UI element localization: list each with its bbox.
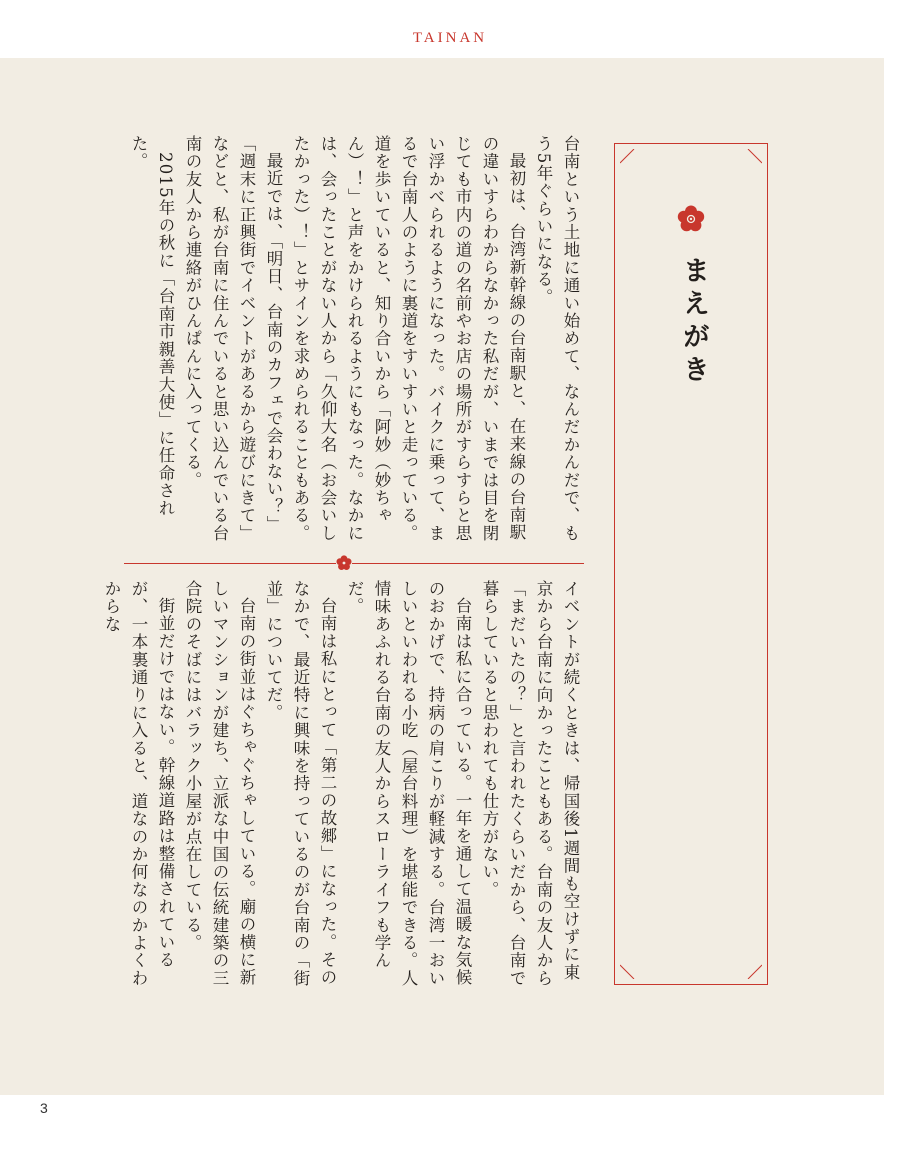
paragraph: イベントが続くときは、帰国後1週間も空けずに東京から台南に向かったこともある。台南の友人から「まだいたの？」と言われたくらいだから、台南で暮らしていると思われても仕方がない。 <box>480 580 580 988</box>
divider-line-right <box>352 563 584 564</box>
plum-blossom-icon <box>336 555 352 571</box>
paragraph: 最近では、「明日、台南のカフェで会わない？」「週末に正興街でイベントがあるから遊びにきて」などと、私が台南に住んでいると思い込んでいる台南の友人から連絡がひんぱんに入ってくる。 <box>183 135 283 543</box>
paragraph: 街並だけではない。幹線道路は整備されているが、一本裏通りに入ると、道なのか何なのかよくわからな <box>102 580 175 988</box>
section-title: まえがき <box>678 256 709 388</box>
paragraph: 台南の街並はぐちゃぐちゃしている。廟の横に新しいマンションが建ち、立派な中国の伝統建築の三合院のそばにはバラック小屋が点在している。 <box>183 580 256 988</box>
paragraph: 2015年の秋に「台南市親善大使」に任命された。 <box>129 135 175 517</box>
paragraph: 台南は私に合っている。一年を通して温暖な気候のおかげで、持病の肩こりが軽減する。台湾一おいしいといわれる小吃（屋台料理）を堪能できる。人情味あふれる台南の友人からスローライフも学んだ。 <box>345 580 472 988</box>
frame-corner-br <box>740 957 762 979</box>
frame-corner-bl <box>620 957 642 979</box>
paragraph: 最初は、台湾新幹線の台南駅と、在来線の台南駅の違いすらわからなかった私だが、いまでは目を閉じても市内の道の名前やお店の場所がすらすらと思い浮かべられるようになった。バイクに乗って、まるで台南人のように裏道をすいすいと走っている。道を歩いていると、知り合いから「阿妙（妙ちゃん）！」と声をかけられるようにもなった。なかには、会ったことがない人から「久仰大名（お会いしたかった）！」とサインを求められることもある。 <box>291 135 526 543</box>
page-number: 3 <box>40 1100 48 1116</box>
paragraph: 台南という土地に通い始めて、なんだかんだで、もう5年ぐらいになる。 <box>534 135 580 543</box>
body-text-lower <box>102 580 584 990</box>
frame-corner-tl <box>620 149 642 171</box>
paragraph: 台南は私にとって「第二の故郷」になった。そのなかで、最近特に興味を持っているのが台南の「街並」についてだ。 <box>264 580 337 988</box>
plum-blossom-icon <box>677 205 705 233</box>
body-text-upper <box>122 135 584 545</box>
frame-corner-tr <box>740 149 762 171</box>
divider-line-left <box>124 563 336 564</box>
running-header: TAINAN <box>412 30 488 46</box>
